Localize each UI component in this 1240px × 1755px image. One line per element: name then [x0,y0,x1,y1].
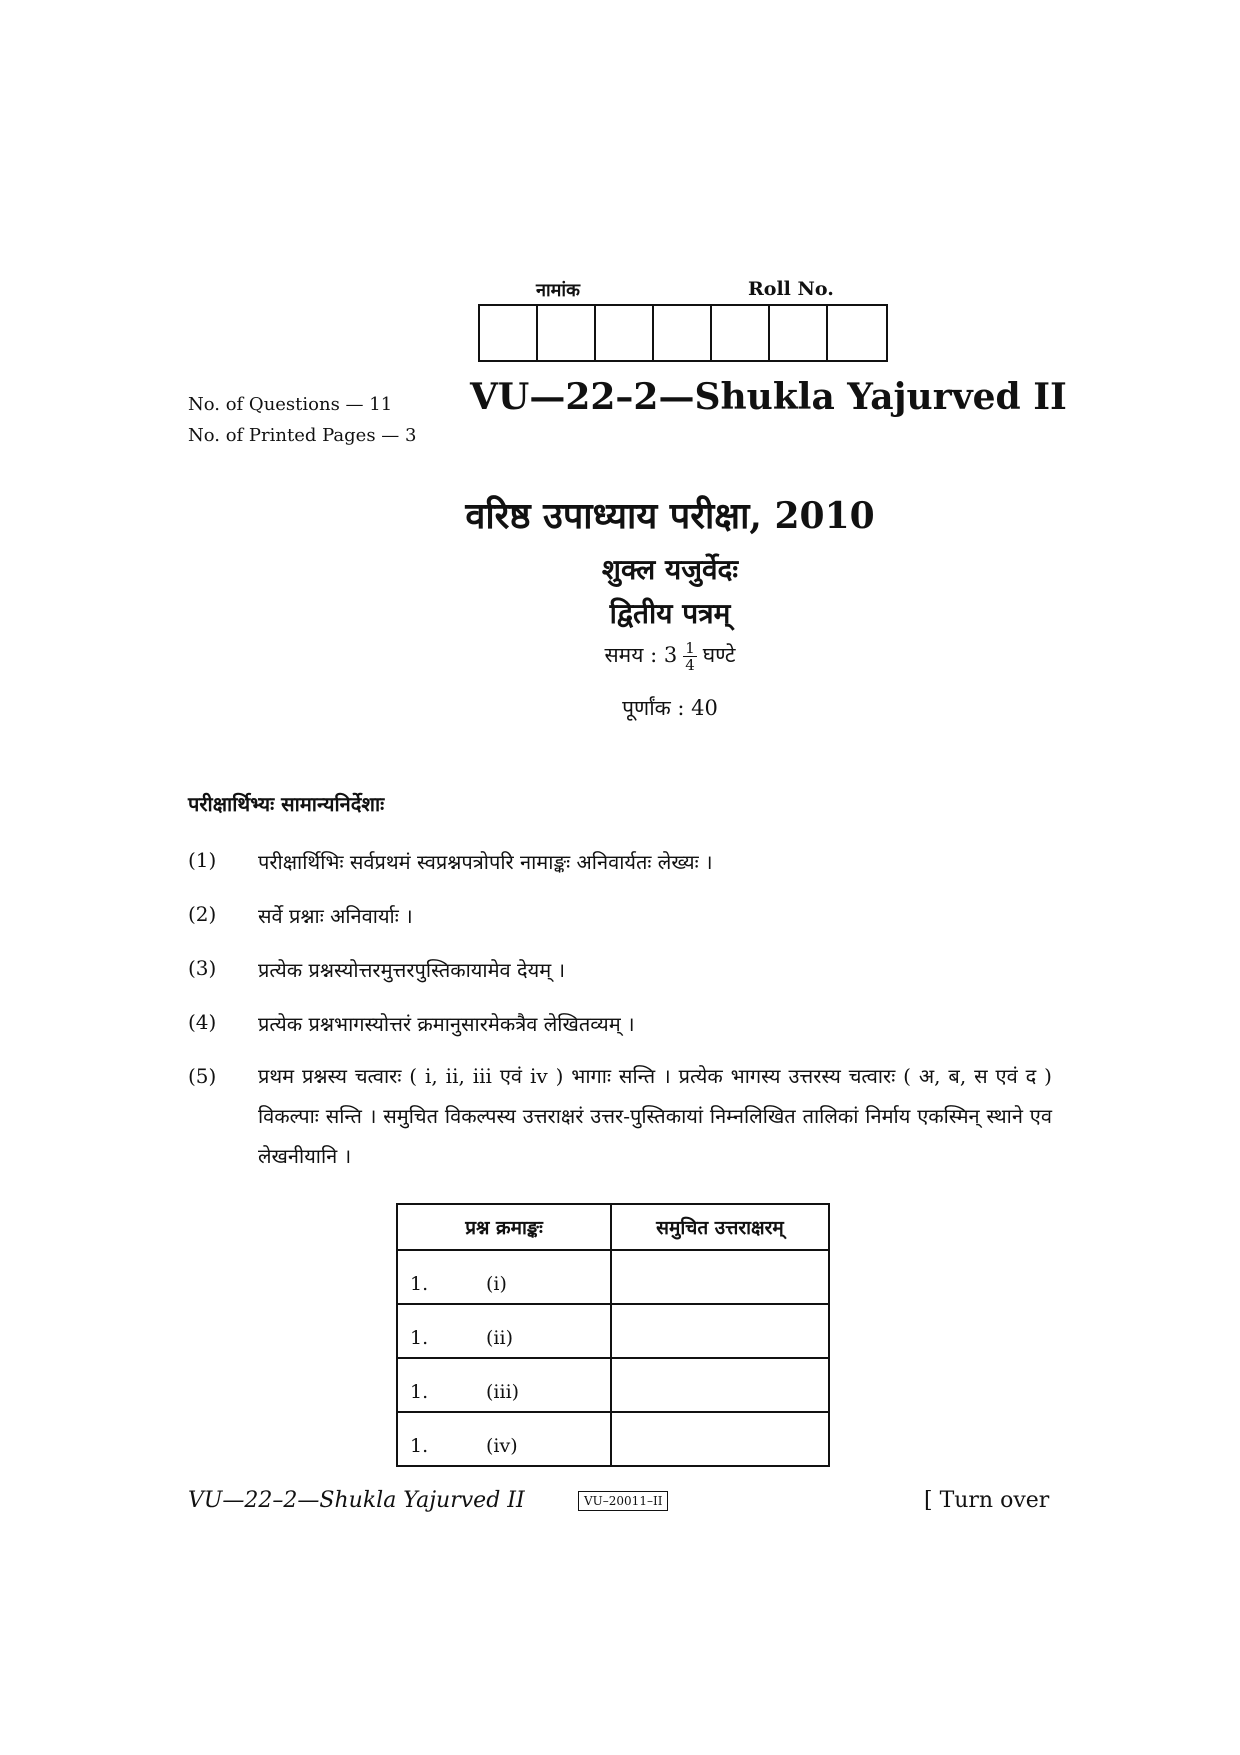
roll-box[interactable] [596,306,654,360]
answer-table [396,1203,830,1467]
roll-box[interactable] [828,306,886,360]
exam-title: वरिष्ठ उपाध्याय परीक्षा, 2010 [465,495,875,537]
question-number: 1. [410,1435,429,1457]
header-question-number: प्रश्न क्रमाङ्कः [397,1204,611,1250]
instruction-number: (1) [188,848,217,872]
time-allowed [0,640,1240,673]
roll-box[interactable] [654,306,712,360]
table-row [397,1250,829,1304]
roll-box[interactable] [712,306,770,360]
table-header-row [397,1204,829,1250]
instruction-text: प्रथम प्रश्नस्य चत्वारः ( i, ii, iii एवं iv ) भागाः सन्ति । प्रत्येक भागस्य उत्तरस्य चत्वारः ( अ, ब, स एवं द ) विकल्पाः सन्ति । समुचित विकल्पस्य उत्तराक्षरं उत्तर-पुस्तिकायां निम्नलिखित तालिकां निर्माय एकस्मिन् स्थाने एव लेखनीयानि । [258,1064,1052,1168]
footer-serial-code: VU–20011–II [578,1491,668,1511]
instruction-text: परीक्षार्थिभिः सर्वप्रथमं स्वप्रश्नपत्रोपरि नामाङ्कः अनिवार्यतः लेख्यः । [258,850,713,874]
answer-cell[interactable] [611,1412,829,1466]
instruction-number: (4) [188,1010,217,1034]
question-cell [397,1250,611,1304]
question-part: (iv) [486,1435,518,1457]
question-cell [397,1304,611,1358]
roll-box[interactable] [480,306,538,360]
table-row [397,1304,829,1358]
instruction-text: प्रत्येक प्रश्नस्योत्तरमुत्तरपुस्तिकायामेव देयम् । [258,958,566,982]
instruction-number: (5) [188,1064,217,1088]
question-number: 1. [410,1327,429,1349]
question-part: (ii) [486,1327,513,1349]
time-label: समय : 3 [604,643,678,667]
roll-label-hindi: नामांक [536,280,580,301]
instructions-heading: परीक्षार्थिभ्यः सामान्यनिर्देशाः [188,792,385,816]
answer-cell[interactable] [611,1358,829,1412]
roll-box[interactable] [770,306,828,360]
header-answer-letter: समुचित उत्तराक्षरम् [611,1204,829,1250]
question-count: No. of Questions — 11 [188,394,393,415]
instruction-text: सर्वे प्रश्नाः अनिवार्याः । [258,904,413,928]
time-unit: घण्टे [702,643,736,667]
instruction-text: प्रत्येक प्रश्नभागस्योत्तरं क्रमानुसारमेकत्रैव लेखितव्यम् । [258,1012,635,1036]
question-cell [397,1412,611,1466]
question-part: (iii) [486,1381,520,1403]
footer-paper-code: VU—22–2—Shukla Yajurved II [188,1488,525,1513]
question-number: 1. [410,1273,429,1295]
fraction-denominator: 4 [685,656,695,674]
question-number: 1. [410,1381,429,1403]
question-cell [397,1358,611,1412]
fraction-numerator: 1 [685,639,695,657]
turn-over-note: [ Turn over [924,1488,1050,1513]
time-fraction [683,640,697,673]
roll-number-boxes [478,304,888,362]
instruction-number: (2) [188,902,217,926]
instruction-number: (3) [188,956,217,980]
page-count: No. of Printed Pages — 3 [188,425,417,446]
answer-cell[interactable] [611,1304,829,1358]
roll-box[interactable] [538,306,596,360]
subject-title: शुक्ल यजुर्वेदः [601,553,739,586]
answer-cell[interactable] [611,1250,829,1304]
table-row [397,1412,829,1466]
paper-code-title: VU—22–2—Shukla Yajurved II [470,376,1067,418]
paper-title: द्वितीय पत्रम् [609,597,731,630]
question-part: (i) [486,1273,507,1295]
table-row [397,1358,829,1412]
roll-label-english: Roll No. [748,278,834,300]
total-marks: पूर्णांक : 40 [622,696,718,720]
